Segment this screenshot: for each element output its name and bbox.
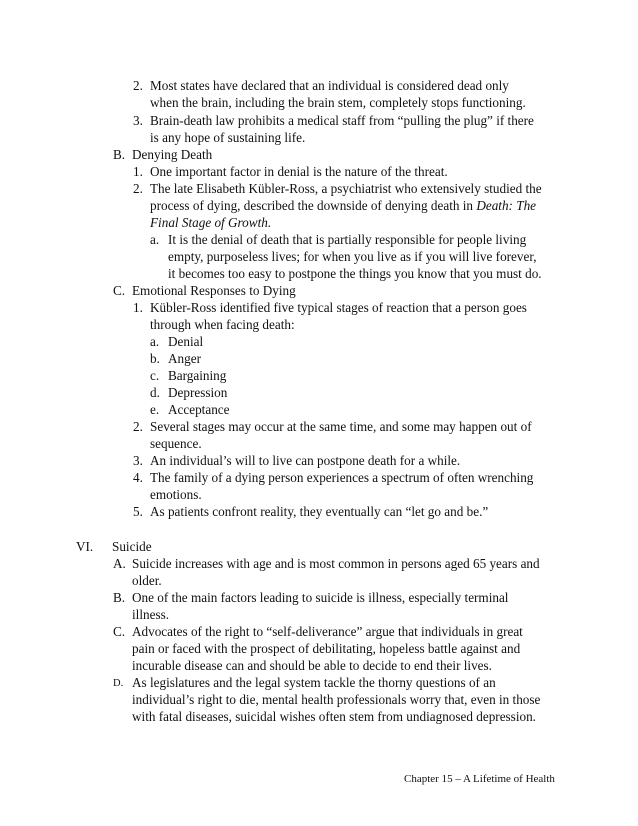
text-line [150,197,536,214]
stage-item: Depression [168,385,228,400]
text-line: with fatal diseases, suicidal wishes often stem from undiagnosed depression. [132,709,536,724]
item-number: 3. [133,113,143,128]
text-line: when the brain, including the brain stem, completely stops functioning. [150,95,526,110]
text-line: Advocates of the right to “self-deliverance” argue that individuals in great [132,624,523,639]
section-letter: B. [113,590,126,605]
section-letter: B. [113,147,126,162]
section-heading: Emotional Responses to Dying [132,283,296,298]
item-number: 2. [133,78,143,93]
text-line: sequence. [150,436,202,451]
book-title: Death: The [476,198,537,213]
text-run: process of dying, described the downside of denying death in [150,198,477,213]
text-line: Kübler-Ross identified five typical stages of reaction that a person goes [150,300,527,315]
text-line: pain or faced with the prospect of debilitating, hopeless battle against and [132,641,521,656]
page-footer: Chapter 15 – A Lifetime of Health [404,773,555,785]
item-number: 3. [133,453,143,468]
item-number: 5. [133,504,143,519]
text-line: through when facing death: [150,317,295,332]
item-number: 2. [133,419,143,434]
text-line: individual’s right to die, mental health professionals worry that, even in those [132,692,541,707]
stage-item: Acceptance [168,402,230,417]
text-line: it becomes too easy to postpone the things you know that you must do. [168,266,542,281]
section-letter: C. [113,283,126,298]
text-line: incurable disease can and should be able to decide to end their lives. [132,658,492,673]
stage-item: Anger [168,351,201,366]
text-line: An individual’s will to live can postpone death for a while. [150,453,461,468]
stage-letter: c. [150,368,160,383]
stage-item: Bargaining [168,368,227,383]
text-line: One of the main factors leading to suicide is illness, especially terminal [132,590,509,605]
section-letter: C. [113,624,126,639]
section-heading: Denying Death [132,147,213,162]
text-line: illness. [132,607,169,622]
roman-numeral: VI. [76,539,94,554]
text-line: empty, purposeless lives; for when you live as if you will live forever, [168,249,537,264]
section-letter: A. [113,556,126,571]
text-line: As patients confront reality, they eventually can “let go and be.” [150,504,489,519]
text-line: Suicide increases with age and is most common in persons aged 65 years and [132,556,540,571]
stage-letter: d. [150,385,160,400]
item-number: 2. [133,181,143,196]
stage-letter: e. [150,402,160,417]
stage-letter: b. [150,351,160,366]
text-line: As legislatures and the legal system tackle the thorny questions of an [132,675,496,690]
text-line: emotions. [150,487,202,502]
item-number: 1. [133,164,143,179]
stage-letter: a. [150,334,160,349]
section-heading: Suicide [112,539,152,554]
text-line: The late Elisabeth Kübler-Ross, a psychiatrist who extensively studied the [150,181,542,196]
book-title: Final Stage of Growth. [150,215,272,230]
text-line: is any hope of sustaining life. [150,130,306,145]
sub-item-letter: a. [150,232,160,247]
text-line: Most states have declared that an individual is considered dead only [150,78,509,93]
text-line: It is the denial of death that is partially responsible for people living [168,232,527,247]
section-letter: D. [113,678,124,689]
text-line: The family of a dying person experiences a spectrum of often wrenching [150,470,534,485]
item-number: 1. [133,300,143,315]
text-line: Brain-death law prohibits a medical staff from “pulling the plug” if there [150,113,534,128]
text-line: One important factor in denial is the nature of the threat. [150,164,448,179]
item-number: 4. [133,470,143,485]
text-line: Several stages may occur at the same time, and some may happen out of [150,419,532,434]
text-line: older. [132,573,162,588]
stage-item: Denial [168,334,204,349]
